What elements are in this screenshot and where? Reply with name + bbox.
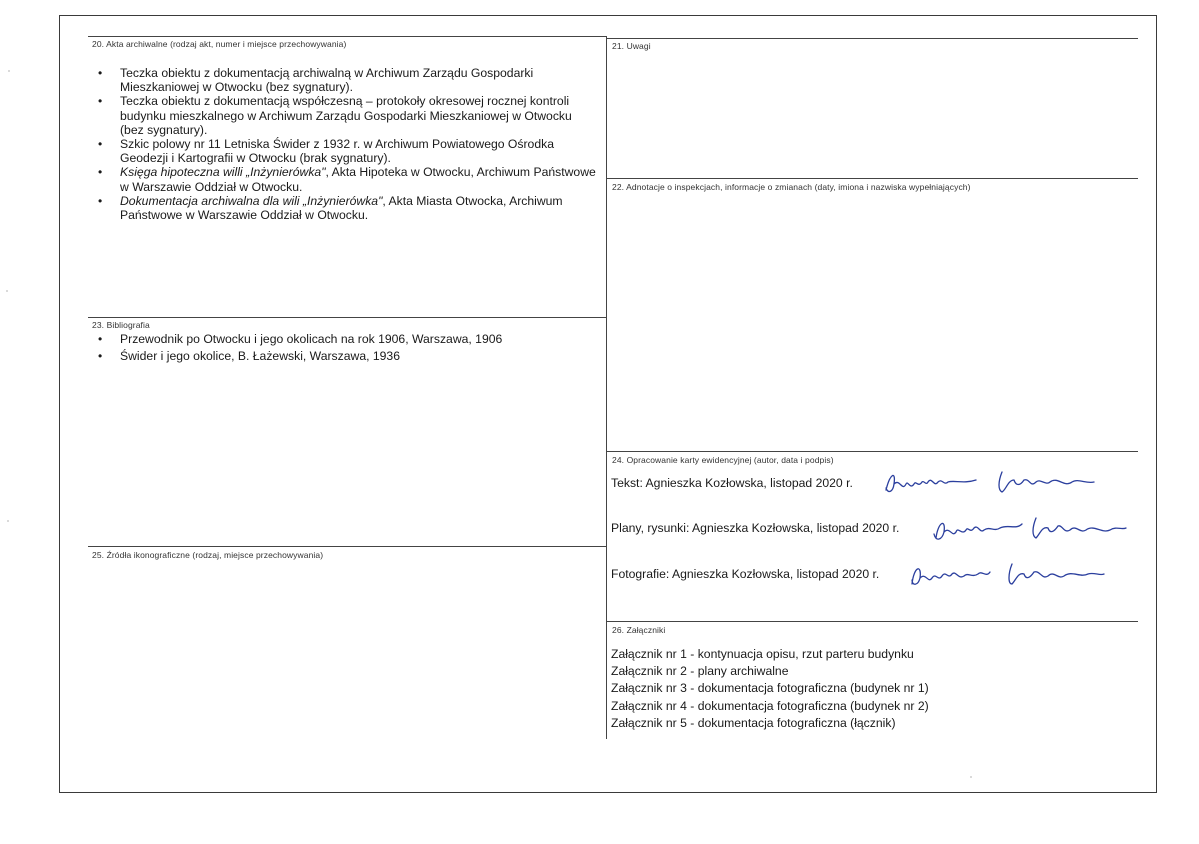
list-item: • Świder i jego okolice, B. Łażewski, Warszawa, 1936 (98, 349, 400, 363)
bullet-icon: • (98, 137, 103, 152)
section-25-heading: 25. Źródła ikonograficzne (rodzaj, miejsce przechowywania) (92, 550, 324, 560)
column-divider (606, 36, 607, 739)
rule-20-23 (88, 317, 606, 318)
signature-3 (906, 558, 1111, 592)
list-item: • Księga hipoteczna willi „Inżynierówka", Akta Hipoteka w Otwocku, Archiwum Państwowe w Warszawie Oddział w Otwocku. (98, 165, 596, 194)
scan-speck (970, 776, 972, 778)
bullet-icon: • (98, 349, 103, 363)
section-22-heading: 22. Adnotacje o inspekcjach, informacje o zmianach (daty, imiona i nazwiska wypełniających) (612, 182, 971, 192)
list-item: Załącznik nr 2 - plany archiwalne (611, 664, 789, 679)
list-item: • Dokumentacja archiwalna dla wili „Inżynierówka", Akta Miasta Otwocka, Archiwum Państwowe w Warszawie Oddział w Otwocku. (98, 193, 563, 223)
scan-speck (7, 520, 9, 522)
bullet-icon: • (98, 66, 103, 80)
bullet-icon: • (98, 332, 103, 346)
scan-speck (6, 290, 8, 292)
list-item: Załącznik nr 4 - dokumentacja fotograficzna (budynek nr 2) (611, 698, 929, 713)
scan-speck (8, 70, 10, 72)
section-26-heading: 26. Załączniki (612, 625, 666, 635)
signature-2 (930, 512, 1130, 546)
list-item: • Szkic polowy nr 11 Letniska Świder z 1932 r. w Archiwum Powiatowego Ośrodka Geodezji i Kartografii w Otwocku (brak sygnatury). (98, 137, 554, 166)
attachments-list (611, 646, 929, 732)
section-20-heading: 20. Akta archiwalne (rodzaj akt, numer i miejsce przechowywania) (92, 39, 347, 49)
rule-23-25 (88, 546, 606, 547)
list-item: • Teczka obiektu z dokumentacją współczesną – protokoły okresowej rocznej kontroli budynku mieszkalnego w Archiwum Zarządu Gospodarki Mieszkaniowej w Otwocku (bez sygnatury). (98, 94, 572, 137)
list-item: Załącznik nr 1 - kontynuacja opisu, rzut parteru budynku (611, 647, 914, 661)
rule-24-26 (606, 621, 1138, 622)
section-23-heading: 23. Bibliografia (92, 320, 150, 330)
author-line-plans: Plany, rysunki: Agnieszka Kozłowska, listopad 2020 r. (611, 521, 900, 535)
rule-21-22 (606, 178, 1138, 179)
bibliography-list (92, 331, 597, 365)
bullet-icon: • (98, 165, 103, 180)
list-item: • Przewodnik po Otwocku i jego okolicach na rok 1906, Warszawa, 1906 (98, 332, 503, 346)
list-item: • Teczka obiektu z dokumentacją archiwalną w Archiwum Zarządu Gospodarki Mieszkaniowej w Otwocku (bez sygnatury). (98, 66, 534, 95)
rule-22-24 (606, 451, 1138, 452)
list-item: Załącznik nr 3 - dokumentacja fotograficzna (budynek nr 1) (611, 681, 929, 696)
section-24-heading: 24. Opracowanie karty ewidencyjnej (autor, data i podpis) (612, 455, 834, 465)
author-line-photos: Fotografie: Agnieszka Kozłowska, listopad 2020 r. (611, 567, 880, 581)
archival-records-list (92, 66, 597, 222)
rule-top-left (88, 36, 606, 37)
bullet-icon: • (98, 193, 103, 208)
list-item: Załącznik nr 5 - dokumentacja fotograficzna (łącznik) (611, 715, 896, 730)
author-line-text: Tekst: Agnieszka Kozłowska, listopad 2020 r. (611, 476, 853, 490)
bullet-icon: • (98, 94, 103, 109)
signature-1 (880, 466, 1105, 500)
section-21-heading: 21. Uwagi (612, 41, 651, 51)
rule-top-right (606, 38, 1138, 39)
